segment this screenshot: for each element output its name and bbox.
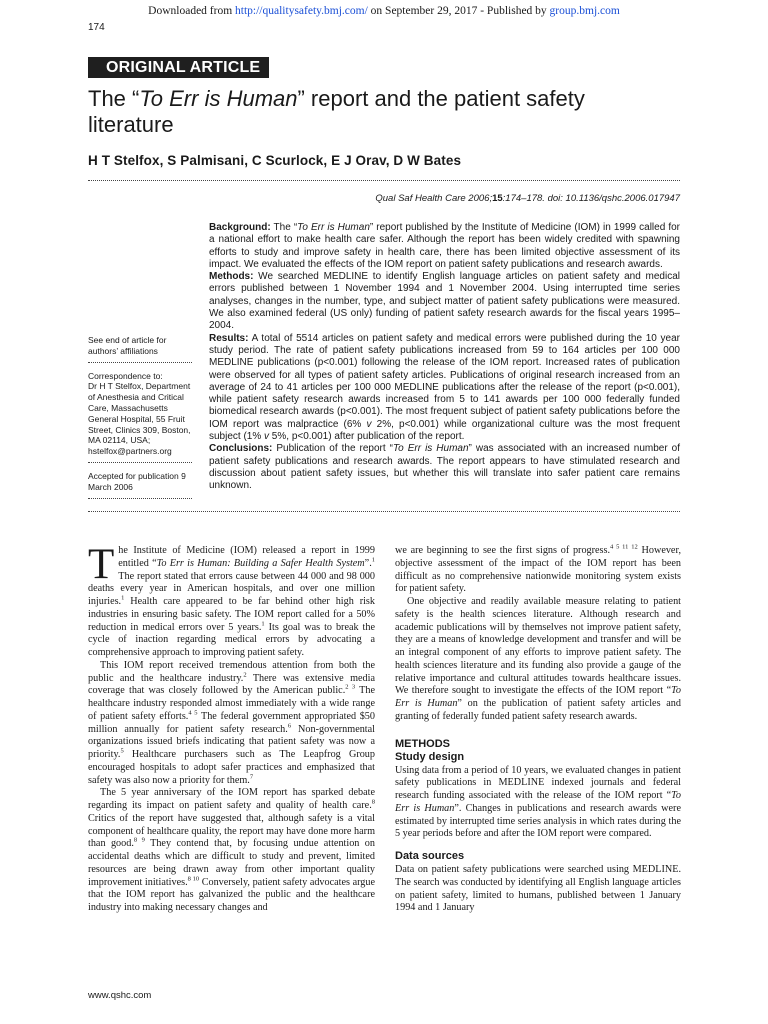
text-run: The report stated that errors cause between 44 000 and 98 000 deaths every year in American hospitals, and over one million injuries. [88,570,375,607]
reference-marker: 2 3 [345,683,356,691]
body-column-left [88,541,376,915]
qualitysafety-link[interactable]: http://qualitysafety.bmj.com/ [235,5,368,17]
citation-rest: :174–178. doi: 10.1136/qshc.2006.017947 [502,193,680,204]
background-text-post: ” report published by the Institute of Medicine (IOM) in 1999 called for a national effort to make health care safer. Although the report has been widely credited with spawning efforts to study and improve safety in health care, there has been limited objective assessment of its impact. We evaluated the effects of the IOM report on patient safety publications and research awards. [209,222,681,270]
reference-marker: 8 [371,798,375,806]
text-run: However, objective assessment of the impact of the IOM report has been difficult as no comprehensive nationwide monitoring system exists for patient safety. [395,545,681,595]
text-run: Non-governmental organizations issued briefs indicating that patient safety was now a priority. [88,723,375,760]
drop-cap: T [88,541,115,588]
sidebar-divider [88,462,192,463]
abstract [209,222,680,493]
correspondence-address: Dr H T Stelfox, Department of Anesthesia and Critical Care, Massachusetts General Hospital, 55 Fruit Street, Clinics 309, Boston, MA 02114, USA; hstelfox@partners.org [88,381,191,457]
results-v1: v [366,418,372,430]
report-title-italic: To Err is Human [395,685,681,709]
sidebar-notes [88,335,198,507]
reference-marker: 1 [371,556,375,564]
text-run: There was extensive media coverage that was closely followed by the American public. [88,672,375,697]
body-paragraph [88,660,375,788]
title-italic: To Err is Human [139,86,298,111]
title-pre: The “ [88,86,140,111]
body-paragraph [395,765,681,842]
accepted-date: Accepted for publication 9 March 2006 [88,470,186,492]
text-run: Critics of the report have suggested that, although safety is a vital component of healthcare quality, the report may have done more harm than good. [88,812,375,850]
methods-label: Methods: [209,271,254,283]
citation-volume: 15 [492,193,503,204]
citation-line [375,193,680,204]
text-run: The healthcare industry responded almost immediately with a wide range of patient safety efforts. [88,685,376,722]
section-label: ORIGINAL ARTICLE [88,57,269,78]
text-run: Using data from a period of 10 years, we evaluated changes in patient safety publications in MEDLINE indexed journals and federal research funding associated with the release of the IOM report “ [395,764,681,801]
text-run: he Institute of Medicine (IOM) released a report in 1999 entitled “ [118,545,375,569]
citation-journal: Qual Saf Health Care [375,193,466,204]
sidebar-divider [88,362,192,363]
text-run: They contend that, by focusing undue attention on accidental deaths which are difficult to study and prevent, limited resources are being drawn away from other important quality improvement initiatives. [88,838,375,888]
reference-marker: 1 [121,594,125,602]
body-paragraph [395,596,681,724]
body-paragraph: Data on patient safety publications were searched using MEDLINE. The search was conducted by identifying all English language articles on patient safety, limited to humans, published between 1 January 1994 and 1 January [395,864,681,914]
text-run: The federal government appropriated $50 million annually for patient safety research. [88,710,375,735]
methods-text: We searched MEDLINE to identify English language articles on patient safety and medical errors published between 1 November 1994 and 1 November 2004. Using interrupted time series analyses, changes in the number, type, and subject matter of patient safety publications were measured. We also examined federal (US only) funding of patient safety research awards for the fiscal years 1995–2004. [209,271,680,332]
affiliations-note: See end of article for authors’ affiliations [88,335,167,356]
banner-prefix: Downloaded from [148,5,236,17]
results-text-pre: A total of 5514 articles on patient safety and medical errors were published during the 10 year study period. The rate of patient safety publications increased from 59 to 164 articles per 100 000 MEDLINE publications (p<0.001) following the release of the IOM report. Increased rates of publication were observed for all types of patient safety articles. Publications of original research increased from an average of 24 to 41 articles per 100 000 MEDLINE publications after the release of the report (p<0.001), while patient safety research awards increased from 5 to 141 awards per 100 000 federally funded biomedical research awards (p<0.001). The most frequent subject of patient safety publications before the IOM report was malpractice (6% [209,332,680,430]
text-run: ” on the publication of patient safety articles and granting of federally funded patient safety research awards. [395,698,681,722]
reference-marker: 1 [261,620,265,628]
citation-year: 2006; [465,193,493,204]
data-sources-heading: Data sources [395,850,465,862]
body-paragraph [88,787,375,915]
study-design-heading: Study design [395,750,465,763]
reference-marker: 7 [249,773,254,781]
group-bmj-link[interactable]: group.bmj.com [549,5,620,17]
title-post: ” report and the patient safety literature [88,86,585,137]
sidebar-divider [88,498,192,499]
results-text-mid: 2%, p<0.001) while organizational culture was the most frequent subject (1% [209,418,680,443]
download-banner [0,5,768,17]
reference-marker: 8 10 [187,875,200,883]
conclusions-text-pre: Publication of the report “ [272,443,393,455]
text-run: Health care appeared to be far behind other high risk industries in ensuring basic safety. The IOM report called for a 50% reduction in medical errors over 5 years. [88,596,375,633]
text-run: Conversely, patient safety advocates argue that the IOM report has galvanized the public and the healthcare industry into making necessary changes and [88,876,376,913]
conclusions-text-post: ” was associated with an increased number of patient safety publications and research awards. The report appears to have stimulated research and discussion about patient safety issues, but whether this will translate into safer patient care remains unknown. [209,443,681,492]
text-run: Healthcare purchasers such as The Leapfrog Group encouraged hospitals to adopt safer practices and emphasized that safety was also now a priority for them. [88,749,375,786]
footer-url: www.qshc.com [88,990,152,1001]
body-paragraph [88,541,375,660]
header-divider [88,180,680,181]
text-run: we are beginning to see the first signs of progress. [395,545,611,556]
results-text-post: 5%, p<0.001) after publication of the report. [269,431,465,443]
conclusions-italic: To Err is Human [392,443,469,455]
results-v2: v [264,431,270,443]
correspondence-label: Correspondence to: [88,370,163,381]
page-number: 174 [88,22,105,33]
conclusions-label: Conclusions: [209,443,273,455]
text-run: Its goal was to break the cycle of inaction regarding medical errors by advocating a comprehensive approach to improving patient safety. [88,621,375,658]
body-column-right [395,545,681,915]
text-run: ”. Changes in publications and research awards were estimated by interrupted time series analysis in which rates during the 5 year periods before and after the IOM report were compared. [395,802,681,840]
methods-heading: METHODS [395,737,450,750]
abstract-divider [88,511,680,512]
abstract-results [209,333,680,444]
text-run: ”. [364,557,372,569]
results-label: Results: [209,332,249,344]
abstract-background [209,222,680,271]
background-label: Background: [209,222,271,233]
abstract-conclusions [209,443,680,492]
abstract-methods [209,271,680,332]
reference-marker: 4 5 11 12 [610,543,638,551]
author-list: H T Stelfox, S Palmisani, C Scurlock, E J Orav, D W Bates [88,153,462,168]
article-title [88,86,648,138]
text-run: This IOM report received tremendous attention from both the public and the healthcare industry. [88,659,375,684]
reference-marker: 2 [243,671,247,679]
banner-middle: on September 29, 2017 - Published by [367,5,550,17]
report-title-italic: To Err is Human [395,790,681,814]
background-italic: To Err is Human [297,222,370,233]
text-run: The 5 year anniversary of the IOM report has sparked debate regarding its impact on patient safety and quality of health care. [88,787,375,811]
reference-marker: 8 9 [133,836,145,844]
reference-marker: 4 5 [188,709,198,717]
reference-marker: 5 [120,747,124,755]
text-run: One objective and readily available measure relating to patient safety is the health sciences literature. Although research and academic publications will by themselves not improve patient safety, they are a means of knowledge development and transfer and will be an integral component of any efforts to improve patient safety. The health sciences literature and its funding also provide a gauge of the relative importance and cultural attitudes towards healthcare issues. We therefore sought to investigate the effects of the IOM report “ [395,596,681,697]
background-text-pre: The “ [270,222,298,233]
report-title-italic: To Err is Human: Building a Safer Health System [156,557,365,569]
reference-marker: 6 [287,722,292,730]
body-paragraph [395,545,681,596]
